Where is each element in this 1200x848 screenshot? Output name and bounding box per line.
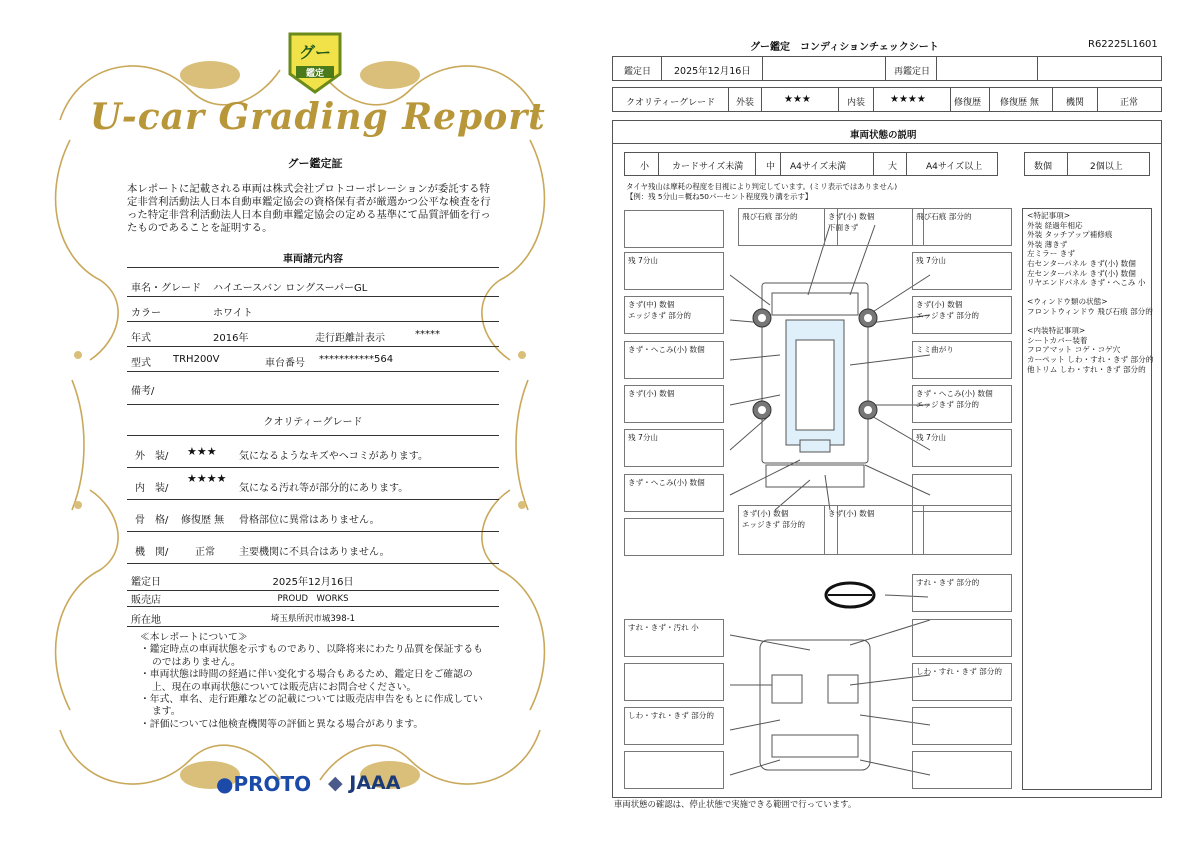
count-value: 2個以上 bbox=[1090, 162, 1123, 172]
qg-label: クオリティーグレード bbox=[626, 98, 716, 108]
color-label: カラー bbox=[131, 308, 161, 319]
jaaa-logo-text: JAAA bbox=[349, 772, 401, 794]
box-l5: 残 7分山 bbox=[624, 429, 724, 467]
footer-note: 車両状態の確認は、停止状態で実施できる範囲で行っています。 bbox=[614, 799, 857, 809]
box-i3: しわ・すれ・きず 部分的 bbox=[912, 663, 1012, 701]
box-l1: 残 7分山 bbox=[624, 252, 724, 290]
report-title: U-car Grading Report bbox=[90, 96, 546, 138]
box-i1: すれ・きず・汚れ 小 bbox=[624, 619, 724, 657]
engine-label: 機 関/ bbox=[135, 547, 169, 558]
box-steering: すれ・きず 部分的 bbox=[912, 574, 1012, 612]
box-empty bbox=[624, 210, 724, 248]
box-empty bbox=[624, 518, 724, 556]
note-item: ・鑑定時点の車両状態を示すものであり、以降将来にわたり品質を保証するものではありません。 bbox=[140, 644, 483, 668]
legend-large-desc: A4サイズ以上 bbox=[926, 162, 983, 172]
row-address bbox=[127, 606, 499, 627]
badge-sub: 鑑定 bbox=[305, 69, 324, 79]
frame-value: 修復歴 無 bbox=[181, 515, 225, 526]
report-notes bbox=[140, 632, 490, 731]
chassis-label: 車台番号 bbox=[265, 358, 305, 369]
specs-title: 車両諸元内容 bbox=[283, 254, 343, 265]
row-engine bbox=[127, 535, 499, 564]
goo-kantei-badge bbox=[286, 30, 344, 94]
box-r1: 残 7分山 bbox=[912, 252, 1012, 290]
box-empty bbox=[912, 619, 1012, 657]
engine-text: 主要機関に不具合はありません。 bbox=[239, 547, 390, 558]
exterior-stars: ★★★ bbox=[187, 445, 217, 458]
model-label: 型式 bbox=[131, 358, 151, 369]
box-r2: きず(小) 数個 エッジきず 部分的 bbox=[912, 296, 1012, 334]
address-label: 所在地 bbox=[131, 615, 161, 626]
frame-text: 骨格部位に異常はありません。 bbox=[239, 515, 380, 526]
box-empty bbox=[912, 751, 1012, 789]
model-value: TRH200V bbox=[173, 354, 220, 365]
jaaa-logo: ◆ JAAA bbox=[328, 772, 401, 794]
certificate-subtitle: グー鑑定証 bbox=[287, 157, 343, 170]
year-value: 2016年 bbox=[213, 333, 249, 344]
certificate-intro: 本レポートに記載される車両は株式会社プロトコーポレーションが委託する特定非営利活動法人日本自動車鑑定協会の資格保有者が厳選かつ公平な検査を行った特定非営利活動法人日本自動車鑑定協会の定める基準にて品質評価を行ったものであることを証明する。 bbox=[127, 183, 491, 234]
row-shop bbox=[127, 586, 499, 607]
year-label: 年式 bbox=[131, 333, 151, 344]
row-year bbox=[127, 322, 499, 347]
mileage-label: 走行距離計表示 bbox=[315, 333, 385, 344]
box-l3: きず・へこみ(小) 数個 bbox=[624, 341, 724, 379]
legend-small: 小 bbox=[640, 162, 650, 172]
tire-note-1: タイヤ残山は摩耗の程度を目視により判定しています。(ミリ表示ではありません) bbox=[626, 182, 898, 191]
address-value: 埼玉県所沢市城398-1 bbox=[270, 614, 356, 624]
box-l6: きず・へこみ(小) 数個 bbox=[624, 474, 724, 512]
recheck-label: 再鑑定日 bbox=[894, 67, 931, 77]
box-r5: 残 7分山 bbox=[912, 429, 1012, 467]
interior-label: 内 装/ bbox=[135, 483, 169, 494]
box-r3: ミミ曲がり bbox=[912, 341, 1012, 379]
condition-check-sheet bbox=[600, 0, 1200, 848]
count-label: 数個 bbox=[1034, 162, 1053, 172]
legend-medium: 中 bbox=[766, 162, 776, 172]
badge-text: グー bbox=[298, 43, 331, 62]
row-color bbox=[127, 297, 499, 322]
interior-text: 気になる汚れ等が部分的にあります。 bbox=[239, 483, 409, 494]
sheet-title: グー鑑定 コンディションチェックシート bbox=[750, 42, 939, 53]
shop-label: 販売店 bbox=[131, 595, 161, 606]
legend-medium-desc: A4サイズ未満 bbox=[790, 162, 847, 172]
box-l2: きず(中) 数個 エッジきず 部分的 bbox=[624, 296, 724, 334]
note-item: ・評価については他検査機関等の評価と異なる場合があります。 bbox=[140, 718, 424, 730]
doc-id: R62225L1601 bbox=[1088, 39, 1158, 50]
repair-value: 修復歴 無 bbox=[1000, 98, 1039, 108]
frame-label: 骨 格/ bbox=[135, 515, 169, 526]
int-stars: ★★★★ bbox=[890, 94, 926, 105]
box-top2: きず(小) 数個 下面きず bbox=[824, 208, 924, 246]
legend-large: 大 bbox=[888, 162, 898, 172]
car-name-label: 車名・グレード bbox=[131, 283, 201, 294]
engine-value: 正常 bbox=[1120, 98, 1139, 108]
shop-value: PROUD WORKS bbox=[277, 594, 349, 604]
row-car-name bbox=[127, 272, 499, 297]
exterior-text: 気になるようなキズやヘコミがあります。 bbox=[239, 451, 428, 462]
quality-title: クオリティーグレード bbox=[263, 417, 363, 428]
interior-stars: ★★★★ bbox=[187, 472, 227, 485]
box-empty bbox=[624, 663, 724, 701]
proto-logo: ●PROTO bbox=[216, 772, 312, 796]
box-empty bbox=[624, 751, 724, 789]
note-item: ・車両状態は時間の経過に伴い変化する場合もあるため、鑑定日をご確認の上、現在の車両状態については販売店にお問合せください。 bbox=[140, 669, 473, 693]
box-empty bbox=[912, 505, 1012, 555]
date-label: 鑑定日 bbox=[131, 577, 161, 588]
date-value: 2025年12月16日 bbox=[674, 66, 751, 77]
row-interior bbox=[127, 471, 499, 500]
mileage-value: ***** bbox=[415, 329, 440, 340]
proto-logo-text: PROTO bbox=[233, 772, 312, 796]
row-model bbox=[127, 347, 499, 372]
box-empty bbox=[912, 707, 1012, 745]
int-label: 内装 bbox=[847, 98, 866, 108]
date-label: 鑑定日 bbox=[624, 67, 652, 77]
ext-label: 外装 bbox=[736, 98, 755, 108]
note-item: ・年式、車名、走行距離などの記載については販売店申告をもとに作成しています。 bbox=[140, 694, 483, 718]
box-top1: 飛び石痕 部分的 bbox=[738, 208, 838, 246]
exterior-label: 外 装/ bbox=[135, 451, 169, 462]
date-value: 2025年12月16日 bbox=[272, 577, 354, 588]
box-b2: きず(小) 数個 bbox=[824, 505, 924, 555]
row-remarks bbox=[127, 372, 499, 405]
notes-title: ≪本レポートについて≫ bbox=[140, 632, 248, 643]
remarks-label: 備考/ bbox=[131, 386, 155, 397]
legend-small-desc: カードサイズ未満 bbox=[672, 162, 744, 172]
box-b1: きず(小) 数個 エッジきず 部分的 bbox=[738, 505, 838, 555]
ext-stars: ★★★ bbox=[784, 94, 811, 105]
box-i2: しわ・すれ・きず 部分的 bbox=[624, 707, 724, 745]
engine-label: 機関 bbox=[1066, 98, 1085, 108]
repair-label: 修復歴 bbox=[954, 98, 982, 108]
divider bbox=[127, 435, 499, 436]
box-l4: きず(小) 数個 bbox=[624, 385, 724, 423]
car-name-value: ハイエースバン ロングスーパーGL bbox=[213, 283, 368, 294]
chassis-value: ***********564 bbox=[319, 354, 394, 365]
row-frame bbox=[127, 503, 499, 532]
special-notes-text: <特記事項> 外装 経過年相応 外装 タッチアップ補修痕 外装 薄きず 左ミラー きず 右センターパネル きず(小) 数個 左センターパネル きず(小) 数個 リヤエンドパネル きず・へこみ 小 <ウィンドウ類の状態> フロントウィンドウ 飛び石痕 部分的 <内装特記事項> シートカバー装着 フロアマット コゲ・コゲ穴 カーペット しわ・すれ・きず 部分的 他トリム しわ・すれ・きず 部分的 bbox=[1027, 211, 1154, 374]
row-exterior bbox=[127, 439, 499, 468]
color-value: ホワイト bbox=[213, 308, 253, 319]
box-top3: 飛び石痕 部分的 bbox=[912, 208, 1012, 246]
status-title: 車両状態の説明 bbox=[850, 130, 917, 141]
divider bbox=[127, 267, 499, 268]
engine-value: 正常 bbox=[195, 547, 215, 558]
box-r4: きず・へこみ(小) 数個 エッジきず 部分的 bbox=[912, 385, 1012, 423]
tire-note-2: 【例：残 5分山＝概ね50パーセント程度残り溝を示す】 bbox=[626, 192, 813, 201]
